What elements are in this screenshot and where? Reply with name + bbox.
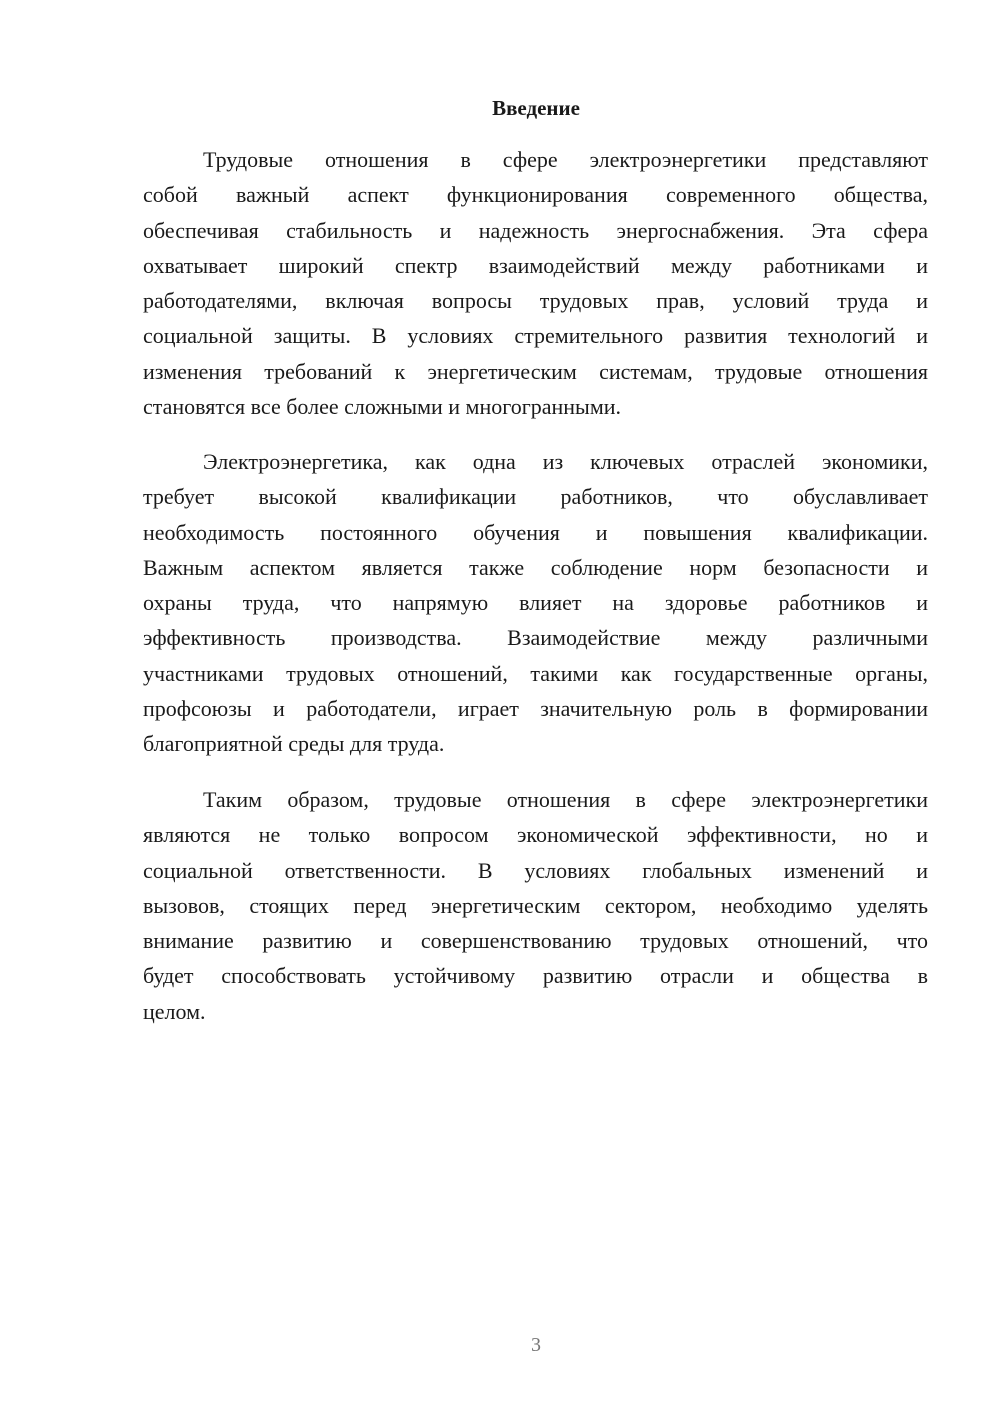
text-line: участниками трудовых отношений, такими как государственные органы, [143, 660, 928, 686]
text-line: эффективность производства. Взаимодействие между различными [143, 625, 928, 651]
text-line: Электроэнергетика, как одна из ключевых отраслей экономики, [203, 449, 928, 474]
paragraph-2 [143, 444, 928, 762]
page-title: Введение [492, 96, 580, 120]
text-line: вызовов, стоящих перед энергетическим сектором, необходимо уделять [143, 892, 928, 918]
text-line: внимание развитию и совершенствованию трудовых отношений, что [143, 928, 928, 954]
text-line: социальной защиты. В условиях стремительного развития технологий и [143, 323, 928, 349]
page-number: 3 [531, 1334, 541, 1356]
text-line: становятся все более сложными и многогранными. [143, 394, 622, 420]
text-line: необходимость постоянного обучения и повышения квалификации. [143, 519, 928, 545]
text-line: работодателями, включая вопросы трудовых прав, условий труда и [143, 288, 928, 314]
text-line: Важным аспектом является также соблюдение норм безопасности и [143, 554, 928, 580]
text-line: Трудовые отношения в сфере электроэнергетики представляют [203, 147, 928, 172]
text-line: требует высокой квалификации работников, что обуславливает [143, 484, 928, 510]
text-line: обеспечивая стабильность и надежность энергоснабжения. Эта сфера [143, 217, 928, 243]
text-line: профсоюзы и работодатели, играет значительную роль в формировании [143, 696, 928, 722]
paragraph-1 [143, 142, 928, 424]
text-line: охватывает широкий спектр взаимодействий между работниками и [143, 252, 928, 278]
text-line: изменения требований к энергетическим системам, трудовые отношения [143, 358, 928, 384]
text-line: будет способствовать устойчивому развитию отрасли и общества в [143, 963, 928, 989]
text-line: являются не только вопросом экономической эффективности, но и [143, 822, 928, 848]
text-line: целом. [143, 998, 206, 1024]
text-line: собой важный аспект функционирования современного общества, [143, 182, 928, 208]
text-line: охраны труда, что напрямую влияет на здоровье работников и [143, 590, 928, 616]
text-line: Таким образом, трудовые отношения в сфере электроэнергетики [203, 787, 928, 812]
text-line: благоприятной среды для труда. [143, 731, 445, 757]
paragraph-3 [143, 782, 928, 1029]
text-line: социальной ответственности. В условиях глобальных изменений и [143, 857, 928, 883]
